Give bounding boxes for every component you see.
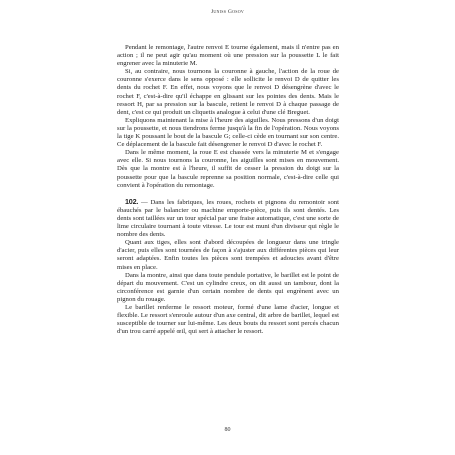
paragraph: Si, au contraire, nous tournons la couronne à gauche, l'action de la roue de couronne s'exerce dans le sens opposé : elle sollicite le renvoi D de quitter les dents du rochet F. En effet, nous voyons que le renvoi D désengrène d'avec le rochet F, c'est-à-dire qu'il échappe en glissant sur les pointes des dents. Mais le ressort H, par sa pression sur la bascule, retient le renvoi D à chaque passage de dent, c'est ce qui produit un cliquetis analogue à celui d'une clé Breguet. — [117, 68, 339, 116]
page-number: 80 — [224, 427, 231, 433]
paragraph: Expliquons maintenant la mise à l'heure des aiguilles. Nous pressons d'un doigt sur la poussette, et nous tiendrons ferme jusqu'à la fin de l'opération. Nous voyons la tige K poussant le bout de la bascule G; celle-ci cède en tournant sur son centre. Ce déplacement de la bascule fait désengrener le renvoi D d'avec le rochet F. — [117, 116, 339, 149]
paragraph: Quant aux tiges, elles sont d'abord découpées de longueur dans une tringle d'acier, puis elles sont tournées de façon à s'ajuster aux différentes pièces qui leur seront adaptées. Enfin toutes les pièces sont trempées et adoucies avant d'être mises en place. — [117, 239, 339, 271]
body-text — [117, 44, 339, 336]
paragraph: Dans la montre, ainsi que dans toute pendule portative, le barillet est le point de départ du mouvement. C'est un cylindre creux, on dit aussi un tambour, dont la circonférence est garnie d'un certain nombre de dents qui engrènent avec un pignon du rouage. — [117, 271, 339, 303]
paragraph: Pendant le remontage, l'autre renvoi E tourne également, mais il n'entre pas en action ; il ne peut agir qu'au moment où une pression sur la poussette L le fait engrener avec la minuterie M. — [117, 44, 339, 68]
running-head-text: Juniss Gosov — [210, 9, 245, 15]
section-paragraph — [117, 198, 339, 239]
section-number: 102. — [125, 196, 139, 206]
section-text: — Dans les fabriques, les roues, rochets et pignons du remontoir sont ébauchés par le balancier ou machine emporte-pièce, puis ils sont dentés. Les dents sont taillées sur un tour spécial par une fraise automatique, c'est une sorte de lime circulaire tournant à toute vitesse. Le tour est muni d'un diviseur qui règle le nombre des dents. — [117, 198, 340, 239]
running-head — [0, 9, 455, 15]
paragraph: Le barillet renferme le ressort moteur, formé d'une lame d'acier, longue et flexible. Le ressort s'enroule autour d'un axe central, dit arbre de barillet, lequel est susceptible de tourner sur lui-même. Les deux bouts du ressort sont percés chacun d'un trou carré appelé œil, qui sert à attacher le ressort. — [117, 304, 339, 336]
paragraph: Dans le même moment, la roue E est chassée vers la minuterie M et s'engage avec elle. Si nous tournons la couronne, les aiguilles sont mises en mouvement. Dès que la montre est à l'heure, il suffit de cesser la pression du doigt sur la poussette pour que la bascule reprenne sa position normale, c'est-à-dire celle qui convient à l'opération du remontage. — [117, 149, 339, 189]
